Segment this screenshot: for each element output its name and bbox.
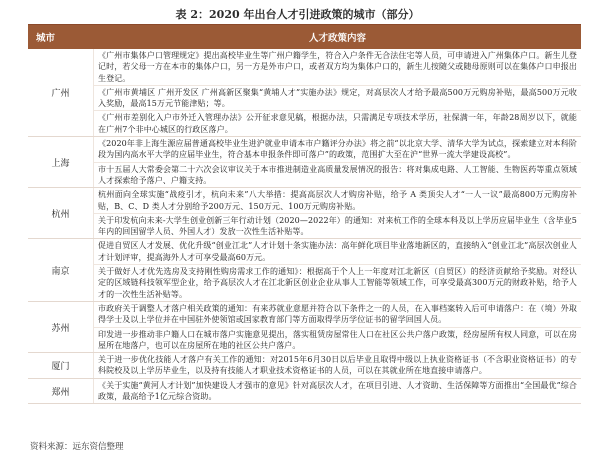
policy-entry: 关于进一步优化技能人才落户有关工作的通知：对2015年6月30日以后毕业且取得中级以上执业资格证书（不含职业资格证书）的专科院校及以上学历毕业生，以及持有技能人才职业技术资格证书的人员，可以在其就业所在地直接申请落户。 <box>98 355 577 376</box>
table-row <box>28 239 581 301</box>
table-row <box>28 188 581 239</box>
table-row <box>28 302 581 353</box>
policy-entry: 《广州市差别化入户市外迁入管理办法》公开征求意见稿，根据办法，只需满足专项技术学历，社保满一年，年龄28周岁以下，就能在广州7个非中心城区的行政区落户。 <box>98 113 577 134</box>
policy-entry: 关于印发杭向未来-大学生创业创新三年行动计划（2020—2022年）的通知：对来杭工作的全球本科及以上学历应届毕业生（含毕业5年内的回国留学人员、外国人才）发放一次性生活补贴等。 <box>98 215 577 237</box>
city-cell: 郑州 <box>28 379 94 404</box>
table-row <box>28 49 581 137</box>
policy-entry: 促进自贸区人才发展、优化升级“创业江北”人才计划十条实施办法：高年鲜化项目毕业落地新区的，直接纳入“创业江北”高层次创业人才计划评审，提高海外人才可享受最高60万元。 <box>94 239 581 265</box>
policy-entry: 市十五届人大常委会第二十六次会议审议关于本市推进制造业高质量发展情况的报告：将对集成电路、人工智能、生物医药等重点领域人才探索给予落户、户籍支持。 <box>98 164 577 185</box>
policy-entry: 《广州市黄埔区 广州开发区 广州高新区聚集“黄埔人才”实施办法》规定，对高层次人才给予最高500万元购房补贴，最高500万元收入奖励，最高15万元节能津贴；等。 <box>94 86 581 112</box>
header-city: 城市 <box>36 33 56 44</box>
city-cell: 南京 <box>28 239 94 300</box>
source-note: 资料来源：远东资信整理 <box>30 442 124 452</box>
policy-table <box>28 24 581 404</box>
city-cell: 厦门 <box>28 353 94 378</box>
table-header <box>28 25 581 49</box>
city-cell: 上海 <box>28 137 94 187</box>
city-cell: 苏州 <box>28 302 94 352</box>
policy-entry: 关于做好人才优先选房及支持刚性购房需求工作的通知》：根据高于个人上一年度对江北新区（自贸区）的经济贡献给予奖励。对经认定的区域链科技领军型企业，给予高层次人才在江北新区创业企业从事人工智能等领域工作，可享受最高300万元的财政补贴，给予人才的一次性生活补贴等。 <box>98 267 577 299</box>
policy-entry: 印发进一步推动非户籍人口在城市落户实施意见提出，落实租赁房屋常住人口在社区公共户落户政策，经房屋所有权人同意，可以在房屋所在地落户，也可以在房屋所在地的社区公共户落户。 <box>98 329 577 350</box>
table-row <box>28 137 581 188</box>
city-cell: 杭州 <box>28 188 94 238</box>
city-cell: 广州 <box>28 49 94 136</box>
table-row <box>28 353 581 379</box>
policy-entry: 市政府关于调整人才落户相关政策的通知：有来苏就业意愿并符合以下条件之一的人员，在入事档案转入后可申请落户：在（境）外取得学士及以上学位并在中国驻外使领馆或国家教育部门等方面取得学历学位证书的留学回国人员。 <box>94 302 581 328</box>
policy-entry: 杭州面向全球实施“战疫引才，杭向未来”八大举措：提高高层次人才购房补贴，给予 A 类顶尖人才“一人一议”最高800万元购房补贴，B、C、D 类人才分别给予200万元、150万元、100万元购房补贴。 <box>94 188 581 214</box>
policy-entry: 《2020年非上海生源应届普通高校毕业生进沪就业申请本市户籍评分办法》将之前“以北京大学、清华大学为试点，探索建立对本科阶段为国内高水平大学的应届毕业生，符合基本申报条件即可落户”的政策，范围扩大至在沪“世界一流大学建设高校”。 <box>94 137 581 163</box>
table-row <box>28 379 581 405</box>
policy-entry: 《关于实施“黄河人才计划”加快建设人才强市的意见》针对高层次人才，在项目引进、人才资助、生活保障等方面推出“全国最优”综合政策，最高给予1亿元综合资助。 <box>98 380 577 402</box>
table-title: 表 2：2020 年出台人才引进政策的城市（部分） <box>175 8 420 21</box>
policy-entry: 《广州市集体户口管理规定》提出高校毕业生等广州户籍学生，符合入户条件无合法住宅等人员，可申请进入广州集体户口。新生儿登记时，若父母一方在本市的集体户口，另一方是外市户口，或者双方均为集体户口的，新生儿按随父或随母原则可以在集体户口申报出生登记。 <box>94 49 581 86</box>
header-content: 人才政策内容 <box>308 33 366 44</box>
